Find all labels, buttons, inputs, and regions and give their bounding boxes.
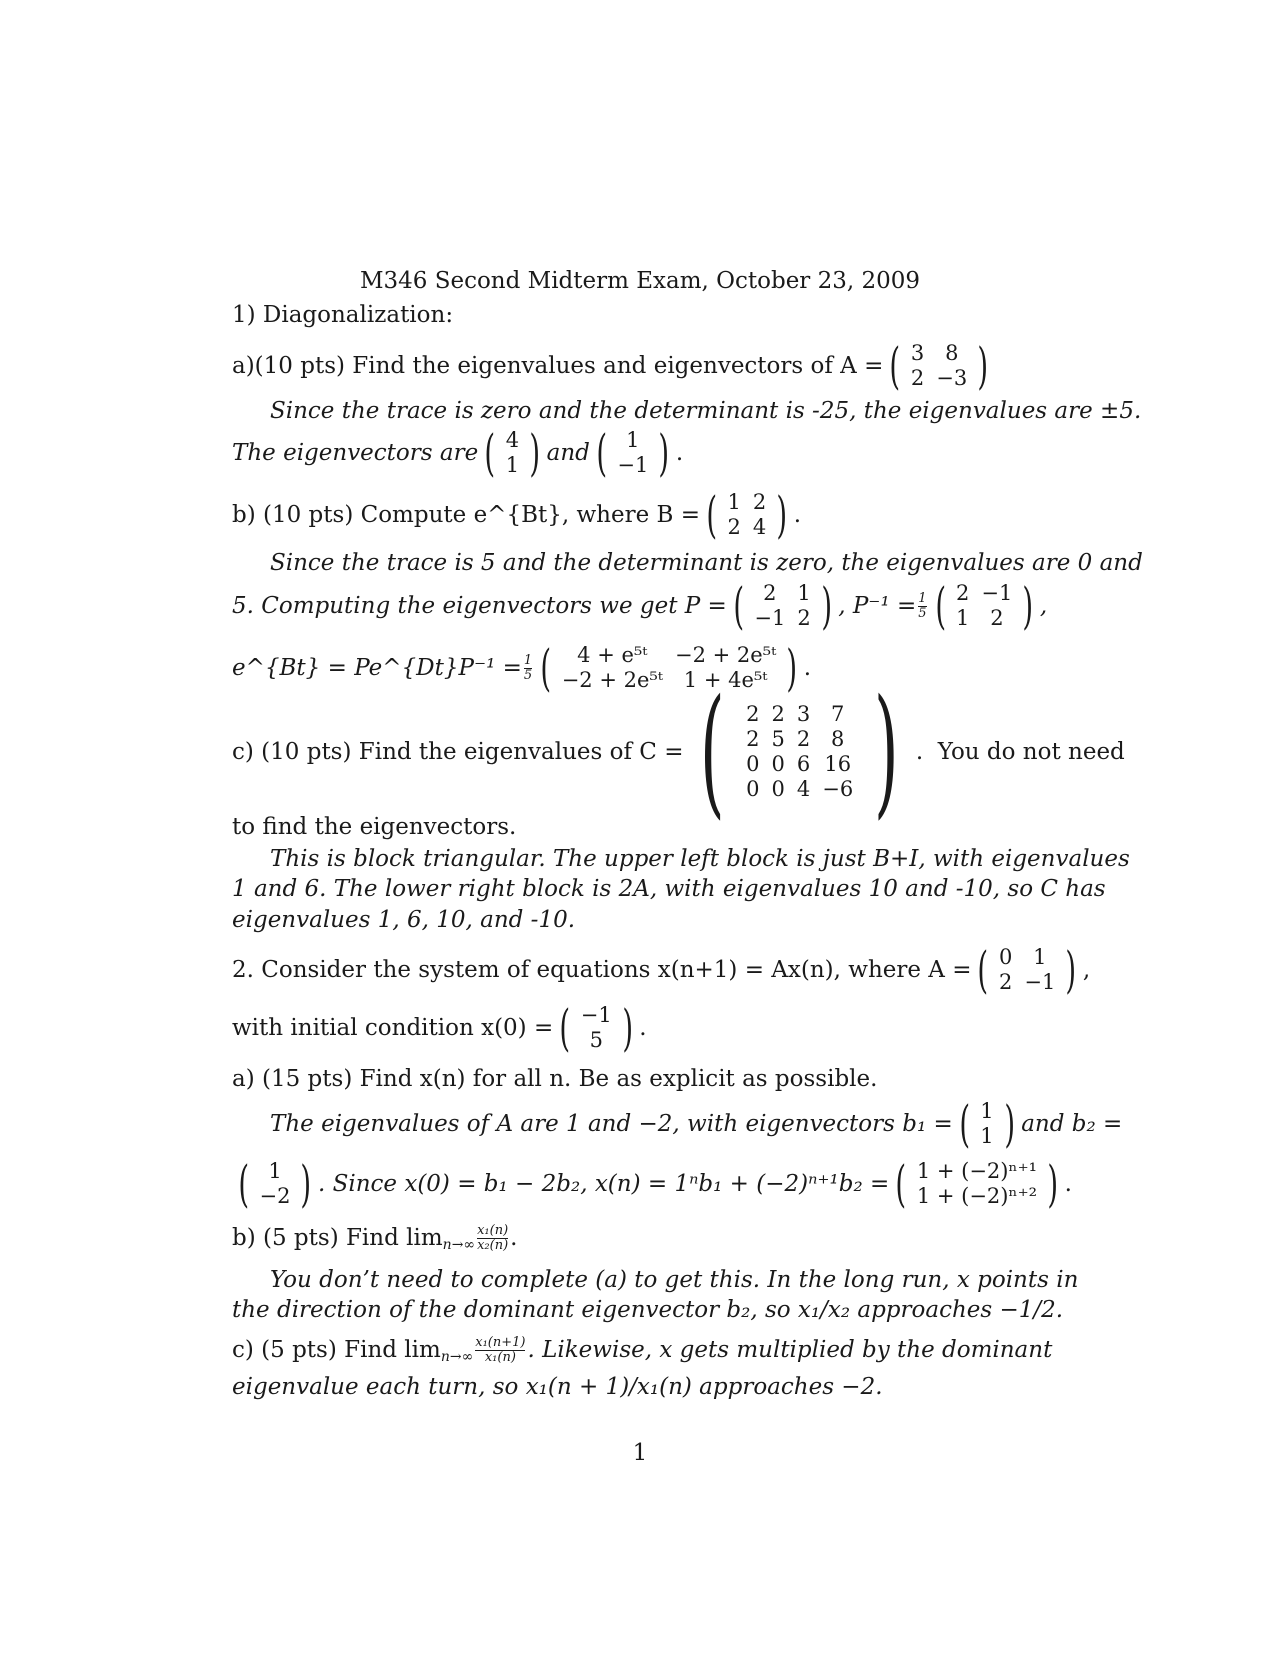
q2a-answer-line2: ( 1 −2 ) . Since x(0) = b₁ − 2b₂, x(n) = 1ⁿb₁ + (−2)ⁿ⁺¹b₂ = ( 1 + (−2)ⁿ⁺¹ 1 + (−2)ⁿ⁺² ) . <box>232 1156 1072 1212</box>
q1-heading: 1) Diagonalization: <box>232 302 454 328</box>
q1c-prompt: c) (10 pts) Find the eigenvalues of C = <box>232 739 684 765</box>
eigenvector-2: ( 1 −1 ) <box>596 423 670 482</box>
eigenvector-1: ( 4 1 ) <box>484 423 541 482</box>
q1b-prompt: b) (10 pts) Compute e^{Bt}, where B = <box>232 502 700 528</box>
q2b-answer-line1: You don’t need to complete (a) to get this. In the long run, x points in <box>270 1267 1079 1293</box>
q1b-answer-line1: Since the trace is 5 and the determinant is zero, the eigenvalues are 0 and <box>270 550 1143 576</box>
eigenvector-b1: ( 1 1 ) <box>959 1095 1015 1153</box>
q2c-answer-line2: eigenvalue each turn, so x₁(n + 1)/x₁(n) approaches −2. <box>232 1374 883 1400</box>
q1b-expansion-line: e^{Bt} = Pe^{Dt}P⁻¹ = $\frac{1}{5}$ ( 4 + e⁵ᵗ −2 + 2e⁵ᵗ −2 + 2e⁵ᵗ 1 + 4e⁵ᵗ ) . <box>232 639 812 697</box>
q2c-prompt-line: c) (5 pts) Find lim n→∞ $\frac{\text{x₁(n+1)}}{\text{x₁(n)}}$ . Likewise, x gets multiplied by the dominant <box>232 1334 1053 1365</box>
matrix-C: ( 2 2 3 7 2 5 2 8 0 0 6 16 0 0 4 −6 ) <box>700 670 899 833</box>
solution-vector: ( 1 + (−2)ⁿ⁺¹ 1 + (−2)ⁿ⁺² ) <box>895 1155 1059 1213</box>
matrix-exp-Bt: ( 4 + e⁵ᵗ −2 + 2e⁵ᵗ −2 + 2e⁵ᵗ 1 + 4e⁵ᵗ ) <box>540 639 798 697</box>
matrix-A-system: ( 0 1 2 −1 ) <box>977 941 1077 999</box>
q1a-prompt-line <box>232 337 995 395</box>
q2-intro: 2. Consider the system of equations x(n+1) = Ax(n), where A = <box>232 957 972 983</box>
exp-fraction: $\frac{1}{5}$ <box>523 652 533 683</box>
q2b-fraction: $\frac{\text{x₁(n)}}{\text{x₂(n)}}$ <box>477 1222 509 1253</box>
q1c-answer-line1: This is block triangular. The upper left block is just B+I, with eigenvalues <box>270 846 1130 872</box>
q1c-prompt-cont: to find the eigenvectors. <box>232 814 517 840</box>
pinv-fraction: $\frac{1}{5}$ <box>918 590 927 621</box>
q2-intro-line: 2. Consider the system of equations x(n+1) = Ax(n), where A = ( 0 1 2 −1 ) , <box>232 941 1091 999</box>
matrix-P-inverse: ( 2 −1 1 2 ) <box>934 577 1034 635</box>
q2-initial-line: with initial condition x(0) = ( −1 5 ) . <box>232 999 647 1057</box>
matrix-P: ( 2 1 −1 2 ) <box>733 577 832 635</box>
q1c-prompt-line: c) (10 pts) Find the eigenvalues of C = ( 2 2 3 7 2 5 2 8 0 0 6 16 0 0 4 −6 ) . You do not need <box>232 670 1125 833</box>
q2b-answer-line2: the direction of the dominant eigenvector b₂, so x₁/x₂ approaches −1/2. <box>232 1297 1064 1323</box>
exam-title: M346 Second Midterm Exam, October 23, 2009 <box>359 268 921 294</box>
q1a-prompt: a)(10 pts) Find the eigenvalues and eigenvectors of A = <box>232 353 884 379</box>
q1c-answer-line3: eigenvalues 1, 6, 10, and -10. <box>232 907 576 933</box>
q2c-fraction: $\frac{\text{x₁(n+1)}}{\text{x₁(n)}}$ <box>475 1334 526 1365</box>
q1b-prompt-line: b) (10 pts) Compute e^{Bt}, where B = ( 1 2 2 4 ) . <box>232 486 802 544</box>
q2a-answer-line1: The eigenvalues of A are 1 and −2, with eigenvectors b₁ = ( 1 1 ) and b₂ = <box>270 1095 1123 1153</box>
page-number: 1 <box>632 1440 648 1466</box>
q2b-prompt-line: b) (5 pts) Find lim n→∞ $\frac{\text{x₁(n)}}{\text{x₂(n)}}$ . <box>232 1222 518 1253</box>
q1b-answer-line2: 5. Computing the eigenvectors we get P = ( 2 1 −1 2 ) , P⁻¹ = $\frac{1}{5}$ ( 2 −1 1 2 ) , <box>232 577 1048 635</box>
q2a-prompt: a) (15 pts) Find x(n) for all n. Be as explicit as possible. <box>232 1066 878 1092</box>
matrix-A: ( 3 8 2 −3 ) <box>889 337 989 395</box>
initial-vector: ( −1 5 ) <box>559 999 633 1057</box>
q1a-answer-line1: Since the trace is zero and the determinant is -25, the eigenvalues are ±5. <box>270 398 1142 424</box>
q1c-answer-line2: 1 and 6. The lower right block is 2A, with eigenvalues 10 and -10, so C has <box>232 876 1106 902</box>
eigenvector-b2: ( 1 −2 ) <box>238 1155 312 1213</box>
q1a-answer-line2: The eigenvectors are ( 4 1 ) and ( 1 −1 ) . <box>232 423 684 482</box>
matrix-B: ( 1 2 2 4 ) <box>706 486 788 544</box>
